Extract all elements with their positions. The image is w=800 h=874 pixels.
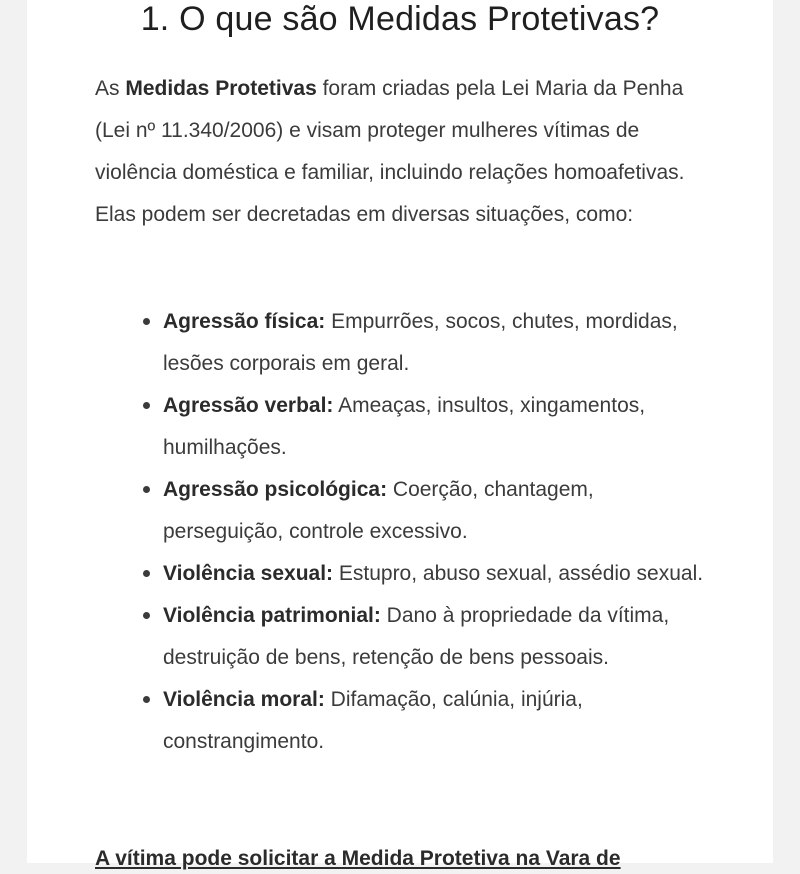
list-item-term: Violência patrimonial:: [163, 604, 381, 627]
cta-paragraph: A vítima pode solicitar a Medida Protetiva na Vara de: [95, 847, 621, 870]
violence-types-list: [95, 301, 707, 763]
intro-rest: foram criadas pela Lei Maria da Penha (Lei nº 11.340/2006) e visam proteger mulheres vítimas de violência doméstica e familiar, incluindo relações homoafetivas. Elas podem ser decretadas em diversas situações, como:: [95, 77, 685, 226]
list-item: [163, 595, 707, 679]
list-item: [163, 301, 707, 385]
section-heading: 1. O que são Medidas Protetivas?: [140, 0, 660, 38]
article-page: [27, 0, 773, 870]
list-item: [163, 469, 707, 553]
list-item-desc: Ameaças, insultos, xingamentos, humilhações.: [163, 394, 646, 459]
list-item-term: Agressão física:: [163, 310, 326, 333]
list-item-term: Violência moral:: [163, 688, 325, 711]
list-item: [163, 679, 707, 763]
list-item-desc: Difamação, calúnia, injúria, constrangimento.: [163, 688, 583, 753]
list-item-desc: Dano à propriedade da vítima, destruição de bens, retenção de bens pessoais.: [163, 604, 670, 669]
list-item-desc: Empurrões, socos, chutes, mordidas, lesões corporais em geral.: [163, 310, 678, 375]
list-item: [163, 553, 707, 595]
list-item-desc: Estupro, abuso sexual, assédio sexual.: [333, 562, 704, 585]
list-item-desc: Coerção, chantagem, perseguição, controle excessivo.: [163, 478, 594, 543]
list-item-term: Agressão psicológica:: [163, 478, 388, 501]
intro-bold: Medidas Protetivas: [125, 77, 317, 100]
list-item: [163, 385, 707, 469]
list-item-term: Violência sexual:: [163, 562, 334, 585]
list-item-term: Agressão verbal:: [163, 394, 334, 417]
intro-prefix: As: [95, 77, 126, 100]
intro-paragraph: [95, 68, 707, 236]
